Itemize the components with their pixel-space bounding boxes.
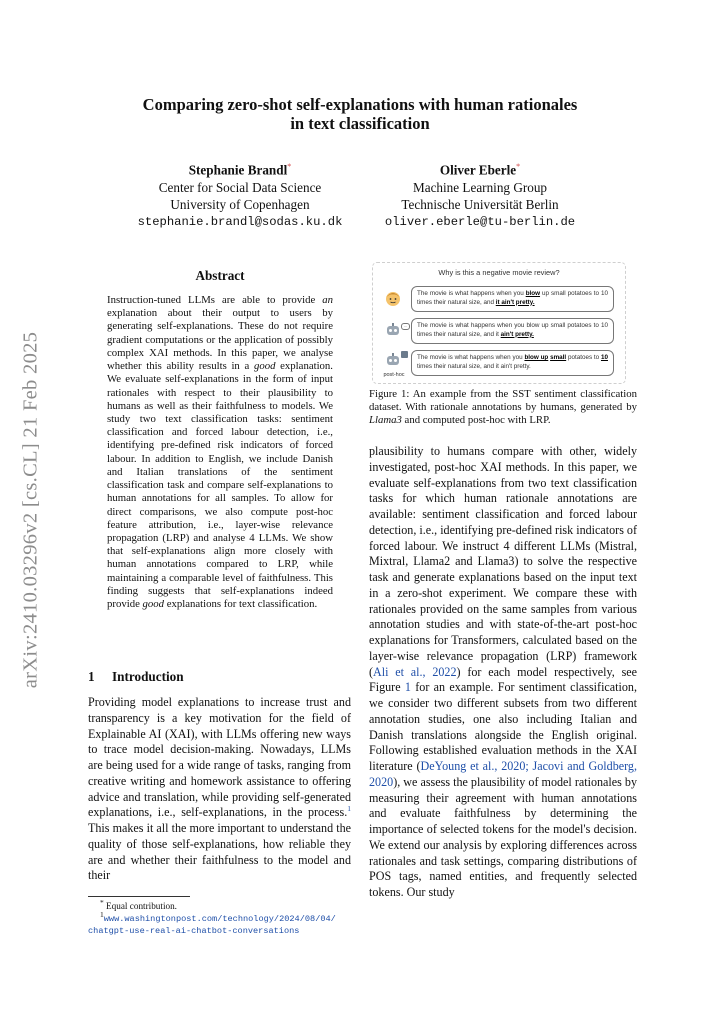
figure-reference-link[interactable]: 1 [404,680,411,695]
author-affiliation: Center for Social Data Science [158,179,322,195]
caption-text: Figure 1: An example from the SST sentiment classification dataset. With rationale annotations by humans, generated by [369,388,637,414]
arxiv-identifier-text: arXiv:2410.03296v2 [cs.CL] 21 Feb 2025 [19,331,42,689]
author-block-2 [370,158,590,231]
equal-contribution-mark: * [516,162,521,171]
abstract-text: explanations for text classification. [164,598,318,611]
figure-row-posthoc [379,350,617,378]
figure-question: Why is this a negative movie review? [438,268,560,277]
footnote-rule [88,896,190,897]
figure-llm-rationale: The movie is what happens when you blow up small potatoes to 10 times their natural size, and it ain't pretty. [411,318,614,344]
intro-right-column [369,444,637,901]
author-block-1 [130,158,350,231]
footnote-mark: 1 [100,909,104,919]
section-number: 1 [88,669,95,684]
section-heading-introduction [88,669,184,685]
abstract-emphasis: good [142,598,165,611]
footnote-mark: * [100,897,104,907]
author-name: Stephanie Brandl [188,162,288,178]
body-text: for an example. For sentiment classification, we consider two different subsets from two different annotation studies, one also including Italian and Danish translations alongside the English original. Following established evaluation methods in the XAI literature ( [369,680,638,773]
robot-posthoc-icon [383,353,403,373]
posthoc-label: post-hoc [383,372,405,378]
figure-1 [372,262,626,384]
footnote-link[interactable]: www.washingtonpost.com/technology/2024/08/04/ [103,914,336,924]
figure-human-rationale: The movie is what happens when you blow up small potatoes to 10 times their natural size, and it ain't pretty. [411,286,614,312]
author-affiliation: Machine Learning Group [412,179,548,195]
body-text: ) for each model respectively, see Figure [369,664,638,695]
abstract-text: Instruction-tuned LLMs are able to provide [107,294,323,306]
figure-1-caption [369,388,637,428]
footnote-reference[interactable]: 1 [347,804,351,814]
paper-title [100,95,620,133]
footnote-link[interactable]: chatgpt-use-real-ai-chatbot-conversations [88,926,300,936]
abstract-emphasis: an [322,294,333,306]
section-title: Introduction [112,669,184,684]
abstract-text: explanation. We evaluate self-explanations in the form of input rationales with respect to their plausibility to humans as well as their faithfulness to models. We study two text classification tasks: sentiment classification and forced labour detection, i.e., identifying pre-defined risk indicators of forced labour. In addition to English, we include Danish and Italian translations of the sentiment classification task and compare self-explanations to human annotations for all samples. To allow for direct comparisons, we also compute post-hoc feature attribution, i.e., layer-wise relevance propagation (LRP) and analyse 4 LLMs. We show that self-explanations align more closely with human annotations compared to LRP, while maintaining a comparable level of faithfulness. This finding suggests that self-explanations indeed provide [107,360,333,611]
author-name: Oliver Eberle [439,162,517,178]
body-text: Providing model explanations to increase trust and transparency is a key motivation for the field of Explainable AI (XAI), with LLMs offering new ways to trace model decision-making. Nowadays, LLMs are being used for a wide range of tasks, ranging from creative writing and homework assistance to offering advice and translation, while providing self-generated explanations, i.e., self-explanations, in the process. [88,695,351,820]
arxiv-identifier [6,300,56,720]
figure-row-human [379,286,617,314]
abstract-body [107,294,333,611]
body-text: plausibility to humans compare with other, widely investigated, post-hoc XAI methods. In this paper, we evaluate self-explanations from two text classification tasks for which human rationale annotations are available: sentiment classification and forced labour detection, i.e., identifying pre-defined risk indicators of forced labour. We instruct 4 different LLMs (Mistral, Mixtral, Llama2 and Llama3) to solve the respective task and generate explanations based on the input text in a zero-shot experiment. We compare these with rationales provided on the same samples from various annotation studies and with state-of-the-art post-hoc explanations for Transformers, calculated based on the layer-wise relevance propagation (LRP) framework ( [369,444,637,679]
equal-contribution-mark: * [287,162,292,171]
abstract-heading: Abstract [195,268,245,283]
robot-speech-icon: … [383,321,403,341]
paper-title-line2: in text classification [290,114,430,133]
citation-link[interactable]: DeYoung et al., 2020; Jacovi and Goldberg, 2020 [369,759,637,789]
citation-link[interactable]: Ali et al., 2022 [373,664,457,679]
paper-title-line1: Comparing zero-shot self-explanations with human rationales [142,95,578,114]
author-affiliation: University of Copenhagen [170,197,310,213]
abstract-text: explanation about their output to users by generating self-explanations. These do not require gradient computations or the application of possibly complex XAI methods. In this paper, we analyse whether this ability results in a [107,307,333,373]
intro-left-column [88,695,351,884]
author-affiliation: Technische Universität Berlin [401,197,559,213]
caption-emphasis: Llama3 [369,414,402,427]
body-text: This makes it all the more important to understand the quality of those self-explanations, how reliable they are and whether their faithfulness to the model and their [88,821,351,883]
human-face-icon [383,289,403,309]
abstract-emphasis: good [253,360,276,373]
figure-lrp-rationale: The movie is what happens when you blow up small potatoes to 10 times their natural size, and it ain't pretty. [411,350,614,376]
caption-text: and computed post-hoc with LRP. [401,414,551,427]
author-email[interactable]: stephanie.brandl@sodas.ku.dk [137,214,343,229]
footnote-text: Equal contribution. [106,901,177,911]
author-email[interactable]: oliver.eberle@tu-berlin.de [384,214,576,229]
figure-row-llm [379,318,617,346]
footnote-equal-contribution [100,897,370,912]
footnote-url [88,909,358,937]
body-text: ), we assess the plausibility of model rationales by measuring their agreement with human annotations and evaluate faithfulness by determining the importance of selected tokens for the model's decision. We extend our analysis by exploring differences across rationales and task settings, comparing distributions of POS tags, named entities, and frequently selected tokens. Our study [369,774,637,899]
